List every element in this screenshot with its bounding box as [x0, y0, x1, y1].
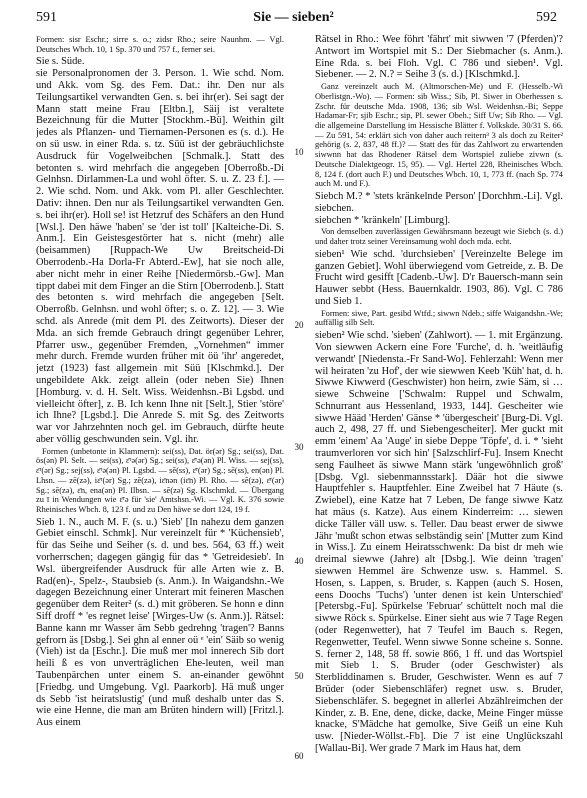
left-column [36, 34, 284, 792]
paragraph: Von demselben zuverlässigen Gewährsmann bezeugt wie Siebch (s. d.) und daher trotz seiner Vereinsamung wohl doch mda. echt. [315, 227, 563, 247]
paragraph: Sieb 1. N., auch M. F. (s. u.) 'Sieb' [In nahezu dem ganzen Gebiet einschl. Schmk]. Nur vereinzelt für * 'Küchensieb', für das Seihe und Seiher (s. d. und bes. 564, 63 ff.) weit vorherrschen; dagegen gängig für das * 'Getreidesieb'. In Wsl. übergreifender Ausdruck für alle Arten wie z. B. Rad(en)-, Spelz-, Staubsieb (s. Anm.). In Waigandshn.-We dagegen Bezeichnung einer Unterart mit feineren Maschen gegenüber dem Reiter² (s. d.) mit gröberen. Se honn e dinn Siff droff * 'es regnet leise' [Wirges-Uw (s. Anm.)]. Rätsel: Banne kann mr Wasser äm Sebb gedrehng 'tragen'? Banns gefrorn äs [Dsbg.]. Sei ghn al enner oü ᵉ 'ein' Säib so wenig (Vieh) ist da [Eschr.]. Die muß mer mol innerech Sib dort heili ß es von unverträglichen Ehe-leuten, weil man Taubenpärchen unter einem S. an-einander gewöhnt [Friedbg. und Umgebung. Vgl. Paarkorb]. Hä muß unger ds Sebb 'ist heiratslustig' (und muß deshalb unter das S. wie eine Henne, die man am Brüten hindern will) [Fritzl.]. Aus einem [36, 516, 284, 729]
paragraph: sieben¹ Wie schd. 'durchsieben' [Vereinzelte Belege im ganzen Gebiet]. Wohl überwiegend vom Getreide, z. B. De Frucht wird gesifft [Cadenb.-Uw]. D'r Bauersch-mann sein Hauwer sebbt (Hess. Bauernkaldr. 1903, 86). Vgl. C 786 und Sieb 1. [315, 248, 563, 307]
paragraph: siebchen * 'kränkeln' [Limburg]. [315, 214, 451, 226]
page-number-right: 592 [536, 10, 557, 25]
paragraph: Sie s. Süde. [36, 56, 85, 68]
line-number: 50 [294, 671, 304, 681]
page-number-left: 591 [36, 10, 57, 25]
line-number: 40 [294, 556, 304, 566]
right-column [315, 34, 563, 792]
paragraph: Formen: sisr Eschr.; sirre s. o.; zidsr Rho.; seire Naunhm. — Vgl. Deutsches Wbch. 10, 1 Sp. 370 und 757 f., ferner sei. [36, 35, 284, 54]
line-number: 60 [294, 751, 304, 761]
running-title: Sie — sieben² [253, 10, 334, 25]
paragraph: sieben² Wie schd. 'sieben' (Zahlwort). — 1. mit Ergänzung. Von siewwen Ackern eine Fore 'Furche', d. h. 'weitläufig verwandt' [Niedensta.-Fr Sand-Wo]. Fehlerzahl: Wenn mer wil heiraten 'zu Hof', der wie siewwen Keeb 'Küh' hat, d. h. Siwwe Kiwwerd (Geschwister) hon heirn, zwie Säm, si … siewe Schweine ['Schwalm: Ruppel und Schwalm, Schnurrant aus Hessenland, 1933, 144]. Gescheiter wie siwwe Hääd 'Herden' Gänse * 'übergescheit' [Burg-Di. Vgl. auch 2, 498, 27 ff. und Siebengescheiter]. Mer guckt mit emm 'einem' Aa 'Auge' in siebe Deppe 'Töpfe', d. i. * 'sieht traumverloren vor sich hin' [Salzschlirf-Fu]. Insem Knecht seng Faulheet äs siwwe Mann stärk 'ungewöhnlich groß' [Dsbg. Vgl. siebenmannsstark]. Däär hot die siwwe Hauptfehler s. Hauptfehler. Eine Zweibel hat 7 Häute (s. Zwiebel), eine Katze hat 7 Leben, De fange siwwe Katz hat mäus (s. Katze). Aus einem Kinderreim: … siewen dicke Täller väll usw. s. Teller. Dau beast erwer de siwwe Jähr 'mußt schon etwas selbständig sein' [Mutter zum Kind in Wiss.]. Zu einem Heiratsschwenk: Da bist dr meh wie dreimal siewwe (Jahre) alt [Dsbg.]. Wie deinn 'tragen' siewwen Hemmel äre Schwenze usw. s. Hammel. S. Hosen, s. Lappen, s. Bruder, s. Kappen (auch S. Hosen, eens Doochs 'Tuchs') 'unter denen ist kein Unterschied' [Petersbg.-Fu]. Spürkelse 'Februar' schüttelt noch mal die siwwe Röck s. Spürkelse. Einer sieht aus wie 7 Tage Regen (oder Regenwetter), hat 7 Teufel im Bauch s. Regen, Regenwetter, Teufel. Wenn siwwe Sonne scheine s. Sonne. S. ferner 2, 148, 58 ff. sowie 866, 1 ff. und das Wortspiel mit Sieb 1. S. Bruder (oder Geschwister) als Sterbliddinamen s. Bruder, Geschwister. Wenn es auf 7 Brüder (oder Siebenschläfer) regnet usw. s. Bruder, Siebenschläfer. S. begegnet in allerlei Abzählreimchen der Kinder, z. B. Ene, dene, dicke, dacke, Meine Finger müsse knacke, S'Mädche hat gemolke, Sive Geiß un eine Kuh usw. [Nieder-Wöllst.-Fb]. Die 7 ist eine Unglückszahl [Wallau-Bi]. Wer grade 7 Mark im Haus hat, dem [315, 330, 563, 754]
line-number: 30 [294, 442, 304, 452]
line-number: 20 [294, 320, 304, 330]
paragraph: sie Personalpronomen der 3. Person. 1. Wie schd. Nom. und Akk. vom Sg. des Fem. Dat.: ihr. Den nur als Teilungsartikel verwandten Gen. s. bei ihr(er). Sei sagt der Mann statt meine Frau [Eltbn.], Säij ist veraltete Bezeichnung für die Mutter [Stockhm.-Bü]. Weithin gilt jedes als Pflanzen- und Tiernamen-Personen es (s. d.). He on sü usw. in einer Rda. s. tz. Süü ist der gebräuchlichste Ausdruck für Vogelweibchen [Schmalk.]. Statt des betonten s. wird mehrfach die angegeben [Oberroßb.-Di Gelnhsn. Dirlammen-La und wohl öfter. S. u. Z. 23 f.]. — 2. Wie schd. Nom. und Akk. vom Pl. aller Geschlechter. Dativ: ihnen. Den nur als Teilungsartikel verwandten Gen. s. bei ihr(er). Holl se! ist Hetzruf des Schäfers an den Hund [Wsl.]. Den häwe 'haben' se 'der ist toll' [Kalteiche-Di. S. Anm.]. Ein Geistesgestörter hat s. nicht (mehr) alle (beisammen) [Ruppach-We Uw Breitscheid-Di Oberrodenb.-Ha Dorla-Fr Abterd.-Ew], hat sie noch alle, aber nicht mehr in einer Reihe [Niedermörsb.-Gw]. Man tippt dabei mit dem Finger an die Stirn [Oberrodenb.]. Statt des betonten s. wird mehrfach die angegeben [Selt. Oberroßb. Gelnhsn. und wohl öfter; s. o. Z. 12]. — 3. Wie schd. als Anrede (mit dem Pl. des Zeitworts). Dieser der Mda. an sich fremde Gebrauch dringt gegenüber Lehrer, Pfarrer usw., gegenüber Fremden, „Vornehmen“ immer mehr durch. Fremde wurden früher mit öü 'ihr' angeredet, jetzt (1923) fast allgemein mit Süü [Klschmkd.]. Der ungebildete Akk. zeigt allein (oder neben Sie) Ihnen [Homburg. v. d. H. Selt. Wiss. Weidenhsn.-Bi Lgsbd. und vielleicht öfter], z. B. Ich kenn Ihne nit [Selt.], Stier 'störe' ich Ihne? [Lgsbd.]. Die Anrede S. mit Sg. des Zeitworts war vor Jahrzehnten noch gel. im Gebrauch, dürfte heute aber völlig geschwunden sein. Vgl. ihr. [36, 68, 284, 445]
paragraph: Ganz vereinzelt auch M. (Altmorschen-Me) und F. (Hesselb.-Wi Oberlistgn.-Wo). — Formen: sib Wiss.; Sib, Pl. Siwer in Oberhessen s. Zschr. für deutsche Mda. 1908, 136; sib Wsl. Weidenhsn.-Bi; Seppe Hadamar-Fr; sjib Eschr.; sip, Pl. sewer Obeh.; Siff Uw; Sib Rho. — Vgl. die allgemeine Darstellung im Hessische Blätter f. Volkskde. 30/31 S. 66. — Zu 591, 54: erklärt sich von daher auch reitern³ 3 als doch zu Reiter² gehörig (s. 2, 837, 48 ff.)? — Statt des für das Zahlwort zu erwartenden siwwnn hat das Rhodener Rätsel dem Wortspiel zuliebe zivwn (s. Deutsche Dialektgeogr. 15, 95). — Vgl. Hertel 228, Rheinisches Wbch. 8, 124 f. (dort auch F.) und Deutsches Wbch. 10, 1, 773 ff. (nach Sp. 774 auch M. und F.). [315, 82, 563, 189]
page-header [0, 10, 587, 28]
paragraph: Rätsel in Rho.: Wee föhrt 'fährt' mit siwwen '7 (Pferden)'? Antwort im Wortspiel mit S.: Der Siebmacher (s. Anm.). Eine Rda. s. bei Floh. Vgl. C 786 und sieben¹. Vgl. Siebener. — 2. N.? = Seihe 3 (s. d.) [Klschmkd.]. [315, 34, 563, 81]
line-number: 10 [294, 147, 304, 157]
paragraph: Siebch M.? * 'stets kränkelnde Person' [Dorchhm.-Li]. Vgl. siebchen. [315, 190, 563, 214]
paragraph: Formen: siwe, Part. gesibd Wtfd.; siwwn Ndeb.; siffe Waigandshn.-We; auffällig silb Selt. [315, 308, 563, 328]
paragraph: Formen (unbetonte in Klammern): sei(ss), Dat. ör(ər) Sg.; sei(ss), Dat. ös(ən) Pl. Selt. — sei(ss), ɛ̄ʳə(ər) Sg.; sei(ss), ɛ̄ʳə(ən) Pl. Wiss. — sej(ss), ɛ̄ʳ(ər) Sg.; sej(ss), ɛ̄ʳə(ən) Pl. Lgsbd. — sē(ss), ɛ̄ʳ(ər) Sg.; sē(ss), en(ən) Pl. Lhsn. — zē(zə), iɛ̄ʳ(ər) Sg.; zē(zə), iɛ̄nən (iɛ̄n) Pl. Rho. — sē(zə), ɛ̄ʳ(ər) Sg.; sē(zə), ɛ̄n, ena(ən) Pl. Ilbsn. — sē(zə) Sg. Klschmkd. — Übergang zu ī in Wendungen wie ɛ̄ʳə für 'sie' Amtshsn.-Wi. — Vgl. K. 376 sowie Rheinisches Wbch. 8, 123 f. und zu Den häwe se dort 124, 19 f. [36, 446, 284, 514]
